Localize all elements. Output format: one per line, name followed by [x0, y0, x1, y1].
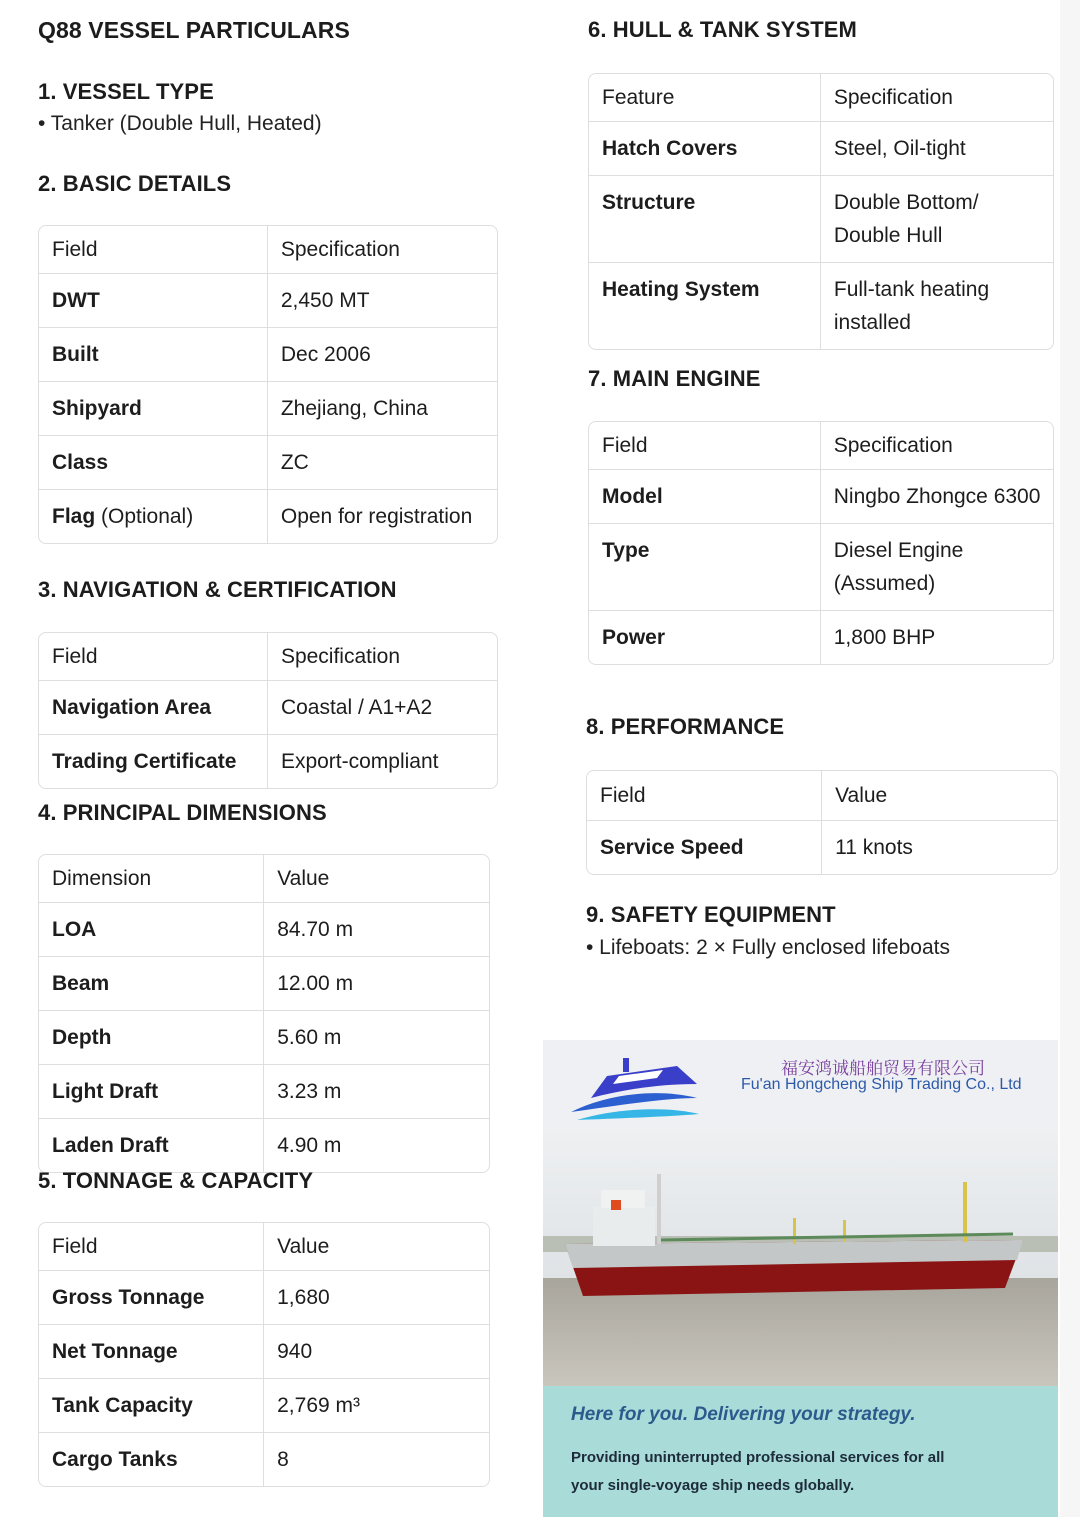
- section-heading-vessel-type: 1. VESSEL TYPE: [38, 79, 214, 104]
- table-header-row: [587, 771, 1057, 821]
- table-row: [39, 903, 489, 957]
- row-field: Depth: [39, 1011, 264, 1065]
- row-field: Gross Tonnage: [39, 1271, 264, 1325]
- promo-header: [543, 1040, 1058, 1128]
- promo-tagline: Here for you. Delivering your strategy.: [571, 1404, 916, 1425]
- row-value: Steel, Oil-tight: [821, 122, 1053, 176]
- column-header: Specification: [821, 74, 1053, 122]
- row-value: Coastal / A1+A2: [268, 681, 497, 735]
- row-value: Ningbo Zhongce 6300: [821, 470, 1053, 524]
- company-name-english: Fu'an Hongcheng Ship Trading Co., Ltd: [741, 1076, 1022, 1093]
- row-field: Net Tonnage: [39, 1325, 264, 1379]
- table-row: [39, 681, 497, 735]
- section-heading-engine: 7. MAIN ENGINE: [588, 366, 761, 391]
- tonnage-table: [38, 1222, 490, 1487]
- table-row: [589, 611, 1053, 664]
- row-value: Double Bottom/ Double Hull: [821, 176, 1053, 263]
- row-field: Trading Certificate: [39, 735, 268, 788]
- company-promo-banner: [543, 1040, 1058, 1517]
- row-field: Navigation Area: [39, 681, 268, 735]
- section-heading-basic-details: 2. BASIC DETAILS: [38, 171, 232, 196]
- row-value: Zhejiang, China: [268, 382, 497, 436]
- table-row: [39, 1325, 489, 1379]
- table-row: [39, 274, 497, 328]
- row-field: Beam: [39, 957, 264, 1011]
- row-field: Type: [589, 524, 821, 611]
- row-value: 3.23 m: [264, 1065, 489, 1119]
- table-row: [39, 1011, 489, 1065]
- row-value: 2,450 MT: [268, 274, 497, 328]
- table-row: [39, 1271, 489, 1325]
- row-value: 12.00 m: [264, 957, 489, 1011]
- row-field: Service Speed: [587, 821, 822, 874]
- row-value: 2,769 m³: [264, 1379, 489, 1433]
- row-field: Built: [39, 328, 268, 382]
- row-field: [39, 490, 268, 543]
- table-row: [39, 1379, 489, 1433]
- row-value: Dec 2006: [268, 328, 497, 382]
- row-field: Tank Capacity: [39, 1379, 264, 1433]
- row-field: Class: [39, 436, 268, 490]
- column-header: Value: [264, 1223, 489, 1271]
- row-value: Open for registration: [280, 505, 473, 528]
- column-header: Field: [587, 771, 822, 821]
- optional-note: (Optional): [95, 505, 194, 528]
- section-heading-performance: 8. PERFORMANCE: [586, 714, 785, 739]
- row-field: Shipyard: [39, 382, 268, 436]
- table-row: [589, 470, 1053, 524]
- performance-table: [586, 770, 1058, 875]
- column-header: Feature: [589, 74, 821, 122]
- row-value: Diesel Engine (Assumed): [821, 524, 1053, 611]
- row-field: Laden Draft: [39, 1119, 264, 1172]
- column-header: Field: [589, 422, 821, 470]
- row-value: Export-compliant: [280, 750, 439, 773]
- row-value: 940: [264, 1325, 489, 1379]
- navigation-table: [38, 632, 498, 789]
- row-value: Full-tank heating installed: [833, 278, 990, 334]
- section-heading-tonnage: 5. TONNAGE & CAPACITY: [38, 1168, 314, 1193]
- page-title: Q88 VESSEL PARTICULARS: [38, 17, 350, 43]
- engine-table: [588, 421, 1054, 665]
- section-heading-hull: 6. HULL & TANK SYSTEM: [588, 17, 857, 42]
- table-row: [39, 382, 497, 436]
- row-field: Light Draft: [39, 1065, 264, 1119]
- table-row: [39, 1119, 489, 1172]
- vessel-type-bullet: • Tanker (Double Hull, Heated): [38, 112, 322, 135]
- promo-tagline-area: [543, 1386, 1058, 1517]
- column-header: Specification: [268, 633, 497, 681]
- basic-details-table: [38, 225, 498, 544]
- column-header: Dimension: [39, 855, 264, 903]
- row-field: Heating System: [589, 263, 821, 349]
- table-row: [39, 957, 489, 1011]
- section-heading-navigation: 3. NAVIGATION & CERTIFICATION: [38, 577, 397, 602]
- table-header-row: [39, 1223, 489, 1271]
- table-header-row: [39, 633, 497, 681]
- hull-table: [588, 73, 1054, 350]
- row-value: 5.60 m: [264, 1011, 489, 1065]
- row-field: Power: [589, 611, 821, 664]
- section-heading-safety: 9. SAFETY EQUIPMENT: [586, 902, 836, 927]
- flag-label: Flag: [52, 505, 96, 528]
- row-value: 1,680: [264, 1271, 489, 1325]
- table-row: [39, 1433, 489, 1486]
- row-value: 84.70 m: [264, 903, 489, 957]
- table-row: [39, 328, 497, 382]
- row-field: Cargo Tanks: [39, 1433, 264, 1486]
- column-header: Value: [822, 771, 1057, 821]
- table-header-row: [589, 422, 1053, 470]
- column-header: Specification: [268, 226, 497, 274]
- dimensions-table: [38, 854, 490, 1173]
- column-header: Value: [264, 855, 489, 903]
- safety-bullet: • Lifeboats: 2 × Fully enclosed lifeboats: [586, 936, 950, 959]
- row-value: 11 knots: [835, 836, 913, 859]
- row-field: Hatch Covers: [589, 122, 821, 176]
- column-header: Field: [39, 633, 268, 681]
- section-heading-dimensions: 4. PRINCIPAL DIMENSIONS: [38, 800, 327, 825]
- row-field: DWT: [39, 274, 268, 328]
- column-header: Field: [39, 226, 268, 274]
- row-value: 8: [277, 1448, 289, 1471]
- table-row: [589, 263, 1053, 349]
- table-row: [589, 524, 1053, 611]
- row-field: Structure: [589, 176, 821, 263]
- table-header-row: [39, 855, 489, 903]
- table-row: [39, 436, 497, 490]
- row-field: LOA: [39, 903, 264, 957]
- page-edge: [1060, 0, 1080, 1517]
- table-header-row: [39, 226, 497, 274]
- row-value: 4.90 m: [277, 1134, 342, 1157]
- tanker-ship-photo: [543, 1128, 1058, 1386]
- table-header-row: [589, 74, 1053, 122]
- row-value: ZC: [268, 436, 497, 490]
- table-row: [589, 122, 1053, 176]
- table-row: [39, 490, 497, 543]
- table-row: [589, 176, 1053, 263]
- column-header: Field: [39, 1223, 264, 1271]
- table-row: [587, 821, 1057, 874]
- table-row: [39, 735, 497, 788]
- table-row: [39, 1065, 489, 1119]
- ship-logo-icon: [567, 1054, 701, 1126]
- row-field: Model: [589, 470, 821, 524]
- column-header: Specification: [821, 422, 1053, 470]
- row-value: 1,800 BHP: [833, 626, 936, 649]
- promo-description: Providing uninterrupted professional services for all your single-voyage ship needs globally.: [571, 1449, 945, 1494]
- company-name-chinese: 福安鸿诚船舶贸易有限公司: [781, 1059, 985, 1078]
